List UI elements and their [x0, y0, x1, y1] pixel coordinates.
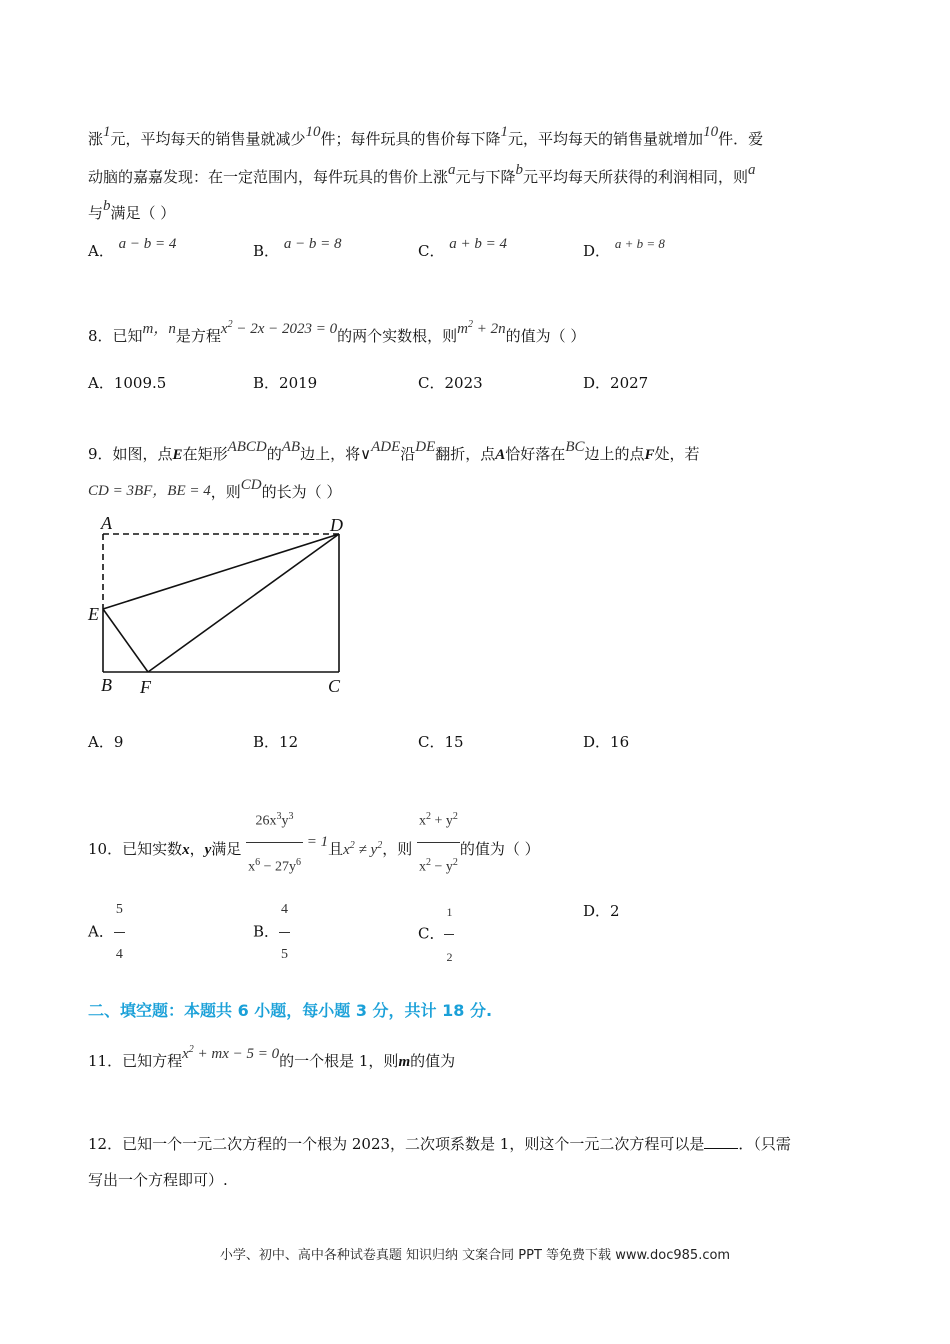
q10-fraction-1: $\frac{26x^3y^3}{x^6 - 27y^6}$ [246, 797, 303, 887]
q11-stem: 11．已知方程$x^2$ + mx − 5 = 0的一个根是 1，则m的值为 [88, 1044, 456, 1070]
q10-option-a[interactable]: A． $\frac{5}{4}$ [88, 888, 125, 977]
q8-stem: 8．已知m，n是方程$x^2 - 2x - 2023 = 0$的两个实数根，则$m^2 + 2n$的值为（ ） [88, 319, 586, 345]
q10-fraction-2: $\frac{x^2 + y^2}{x^2 - y^2}$ [417, 797, 460, 887]
q7-line-3: 与b满足（ ） [88, 198, 176, 222]
q8-option-b[interactable]: B．2019 [253, 374, 318, 392]
q10-stem: 10．已知实数x，y满足 $\frac{26x^3y^3}{x^6 - 27y^6}$ = 1且$x^2 \ne y^2$，则 $\frac{x^2 + y^2}{x^2 - y^2}$ 的值为（ ） [88, 805, 858, 895]
q9-option-b[interactable]: B．12 [253, 733, 299, 751]
q7-line-1: 涨1元，平均每天的销售量就减少10件；每件玩具的售价每下降1元，平均每天的销售量就增加10件．爱 [88, 124, 764, 148]
q9-option-a[interactable]: A．9 [88, 733, 124, 751]
q12-answer-blank[interactable] [704, 1132, 738, 1149]
q12-stem-line-2: 写出一个方程即可）. [88, 1171, 228, 1189]
q9-option-d[interactable]: D．16 [583, 733, 630, 751]
label-e: E [88, 604, 99, 624]
q7-option-d[interactable]: D． a + b = 8 [583, 236, 665, 260]
page-footer: 小学、初中、高中各种试卷真题 知识归纳 文案合同 PPT 等免费下载 www.doc985.com [219, 1248, 731, 1263]
q8-option-d[interactable]: D．2027 [583, 374, 649, 392]
label-a: A [101, 513, 112, 533]
q7-line-2: 动脑的嘉嘉发现：在一定范围内，每件玩具的售价上涨a元与下降b元平均每天所获得的利润相同，则a [88, 162, 756, 186]
q7-option-c[interactable]: C． a + b = 4 [418, 236, 508, 260]
q7-option-a[interactable]: A． a − b = 4 [88, 236, 177, 260]
q7-option-b[interactable]: B． a − b = 8 [253, 236, 342, 260]
q9-stem-line-1: 9．如图，点E在矩形ABCD的AB边上，将∨ADE沿DE翻折，点A恰好落在BC边上的点F处，若 [88, 439, 700, 463]
label-b: B [101, 675, 112, 695]
q9-figure [86, 512, 356, 700]
q12-stem-line-1: 12．已知一个一元二次方程的一个根为 2023，二次项系数是 1，则这个一元二次方程可以是 ．（只需 [88, 1132, 858, 1155]
q8-option-a[interactable]: A．1009.5 [88, 374, 167, 392]
q10-option-c[interactable]: C． $\frac{1}{2}$ [418, 890, 454, 979]
q10-option-b[interactable]: B． $\frac{4}{5}$ [253, 888, 290, 977]
label-d: D [330, 515, 343, 535]
label-c: C [328, 676, 341, 696]
q8-option-c[interactable]: C．2023 [418, 374, 483, 392]
q10-option-d[interactable]: D．2 [583, 902, 620, 920]
segment-ef [103, 609, 148, 672]
segment-fd [148, 534, 339, 672]
q9-option-c[interactable]: C．15 [418, 733, 464, 751]
q9-stem-line-2: CD = 3BF，BE = 4，则CD的长为（ ） [88, 477, 342, 501]
segment-ed [103, 534, 339, 609]
section-fill-in-blank-title: 二、填空题：本题共 6 小题，每小题 3 分，共计 18 分. [88, 1001, 493, 1020]
label-f: F [140, 677, 151, 697]
